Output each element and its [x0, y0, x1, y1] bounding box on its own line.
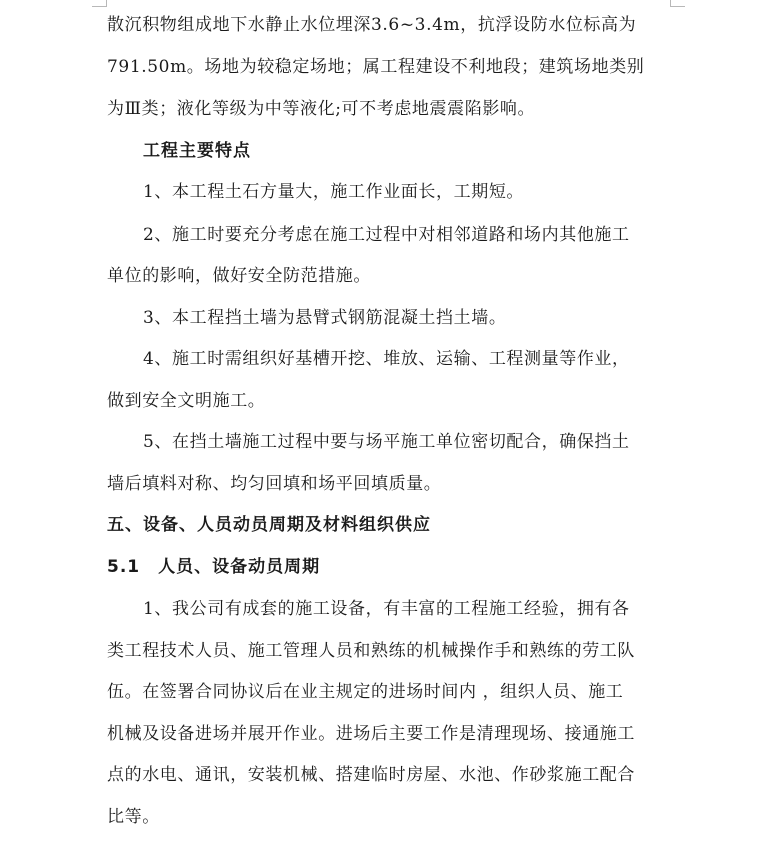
body-line: 为Ⅲ类；液化等级为中等液化;可不考虑地震震陷影响。 — [107, 99, 536, 119]
list-item-continuation: 做到安全文明施工。 — [107, 391, 266, 411]
section-heading: 工程主要特点 — [143, 141, 251, 161]
body-line: 791.50m。场地为较稳定场地；属工程建设不利地段；建筑场地类别 — [107, 57, 645, 77]
list-item-continuation: 墙后填料对称、均匀回填和场平回填质量。 — [107, 474, 442, 494]
list-item: 1、本工程土石方量大，施工作业面长，工期短。 — [143, 182, 525, 202]
list-item: 3、本工程挡土墙为悬臂式钢筋混凝土挡土墙。 — [143, 308, 507, 328]
page-corner-mark-right — [670, 0, 685, 7]
page-corner-mark-left — [92, 0, 107, 7]
list-item: 4、施工时需组织好基槽开挖、堆放、运输、工程测量等作业， — [143, 349, 630, 369]
body-line: 1、我公司有成套的施工设备，有丰富的工程施工经验，拥有各 — [143, 599, 630, 619]
body-line: 机械及设备进场并展开作业。进场后主要工作是清理现场、接通施工 — [107, 724, 635, 744]
body-line: 伍。在签署合同协议后在业主规定的进场时间内 ，组织人员、施工 — [107, 682, 624, 702]
body-line: 类工程技术人员、施工管理人员和熟练的机械操作手和熟练的劳工队 — [107, 641, 635, 661]
body-line: 点的水电、通讯，安装机械、搭建临时房屋、水池、作砂浆施工配合 — [107, 765, 635, 785]
list-item-continuation: 单位的影响，做好安全防范措施。 — [107, 266, 371, 286]
body-line: 散沉积物组成地下水静止水位埋深3.6~3.4m，抗浮设防水位标高为 — [107, 15, 637, 35]
body-line: 比等。 — [107, 807, 160, 827]
list-item: 5、在挡土墙施工过程中要与场平施工单位密切配合，确保挡土 — [143, 432, 630, 452]
chapter-heading: 五、设备、人员动员周期及材料组织供应 — [107, 515, 431, 535]
list-item: 2、施工时要充分考虑在施工过程中对相邻道路和场内其他施工 — [143, 225, 630, 245]
subsection-heading: 5.1 人员、设备动员周期 — [107, 557, 321, 577]
